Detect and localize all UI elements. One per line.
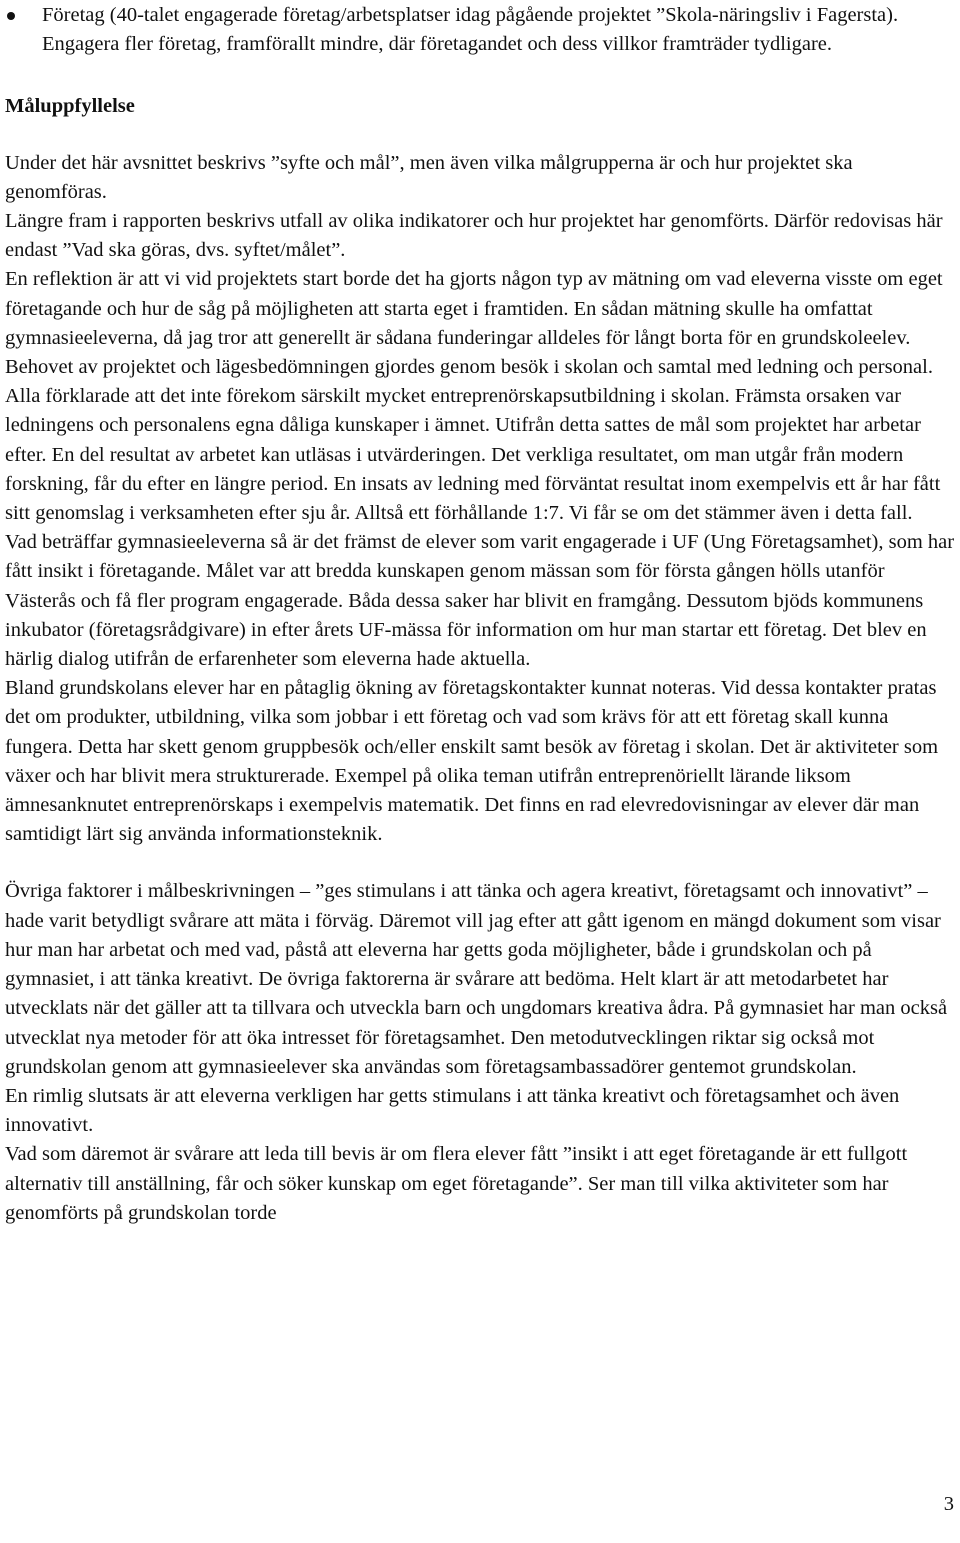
paragraph: En reflektion är att vi vid projektets start borde det ha gjorts någon typ av mätning om vad eleverna visste om eget företagande och hur de såg på möjligheten att starta eget i framtiden. En sådan mätning skulle ha omfattat gymnasieeleverna, då jag tror att generellt är sådana funderingar alldeles för långt borta för en grundskoleelev. — [5, 268, 943, 349]
bullet-list-item — [5, 1, 959, 59]
paragraph: Behovet av projektet och lägesbedömningen gjordes genom besök i skolan och samtal med ledning och personal. Alla förklarade att det inte förekom särskilt mycket entreprenörskapsutbildning i skolan. Främsta orsaken var ledningens och personalens egna dåliga kunskaper i ämnet. Utifrån detta sattes de mål som projektet har arbetar efter. En del resultat av arbetet kan utläsas i utvärderingen. Det verkliga resultatet, om man utgår från modern forskning, får du efter en längre period. En insats av ledning med förväntat resultat inom exempelvis ett år har fått sitt genomslag i verksamheten efter sju år. Alltså ett förhållande 1:7. Vi får se om det stämmer även i detta fall. — [5, 356, 941, 525]
paragraph: Vad som däremot är svårare att leda till bevis är om flera elever fått ”insikt i att eget företagande är ett fullgott alternativ till anställning, får och söker kunskap om eget företagande”. Ser man till vilka aktiviteter som har genomförts på grundskolan torde — [5, 1143, 908, 1224]
paragraph: Övriga faktorer i målbeskrivningen – ”ges stimulans i att tänka och agera kreativt, företagsamt och innovativt” – hade varit betydligt svårare att mäta i förväg. Däremot vill jag efter att gått igenom en mängd dokument som visar hur man har arbetat och med vad, påstå att eleverna har getts goda möjligheter, både i grundskolan och på gymnasiet, i att tänka kreativt. De övriga faktorerna är svårare att bedöma. Helt klart är att metodarbetet har utvecklats när det gäller att ta tillvara och utveckla barn och ungdomars kreativa ådra. På gymnasiet har man också utvecklat nya metoder för att öka intresset för företagsamhet. Den metodutvecklingen riktar sig också mot grundskolan genom att gymnasieelever ska användas som företagsambassadörer gentemot grundskolan. — [5, 880, 948, 1078]
paragraph: Längre fram i rapporten beskrivs utfall av olika indikatorer och hur projektet har genomförts. Därför redovisas här endast ”Vad ska göras, dvs. syftet/målet”. — [5, 210, 943, 262]
document-page — [5, 0, 959, 1228]
paragraph: Vad beträffar gymnasieeleverna så är det främst de elever som varit engagerade i UF (Ung Företagsamhet), som har fått insikt i företagande. Målet var att bredda kunskapen genom mässan som för första gången hölls utanför Västerås och få fler program engagerade. Båda dessa saker har blivit en framgång. Dessutom bjöds kommunens inkubator (företagsrådgivare) in efter årets UF-mässa för information om hur man startar ett företag. Det blev en härlig dialog utifrån de erfarenheter som eleverna hade aktuella. — [5, 531, 955, 671]
paragraph-spacer — [5, 849, 959, 877]
page-number: 3 — [943, 1493, 954, 1515]
bullet-text: Företag (40-talet engagerade företag/arbetsplatser idag pågående projektet ”Skola-näringsliv i Fagersta). Engagera fler företag, framförallt mindre, där företagandet och dess villkor framträder tydligare. — [42, 4, 899, 56]
paragraph: Under det här avsnittet beskrivs ”syfte och mål”, men även vilka målgrupperna är och hur projektet ska genomföras. — [5, 151, 853, 203]
bullet-icon — [7, 12, 15, 20]
paragraph: En rimlig slutsats är att eleverna verkligen har getts stimulans i att tänka kreativt och företagsamhet och även innovativt. — [5, 1084, 900, 1137]
paragraph: Bland grundskolans elever har en påtaglig ökning av företagskontakter kunnat noteras. Vid dessa kontakter pratas det om produkter, utbildning, vilka som jobbar i ett företag och vad som krävs för att ett företag skall kunna fungera. Detta har skett genom gruppbesök och/eller enskilt samt besök av företag i skolan. Det är aktiviteter som växer och har blivit mera strukturerade. Exempel på olika teman utifrån entreprenöriellt lärande liksom ämnesanknutet entreprenörskaps i exempelvis matematik. Det finns en rad elevredovisningar av elever där man samtidigt lärt sig använda informationsteknik. — [5, 677, 939, 846]
section-heading: Måluppfyllelse — [5, 95, 135, 118]
